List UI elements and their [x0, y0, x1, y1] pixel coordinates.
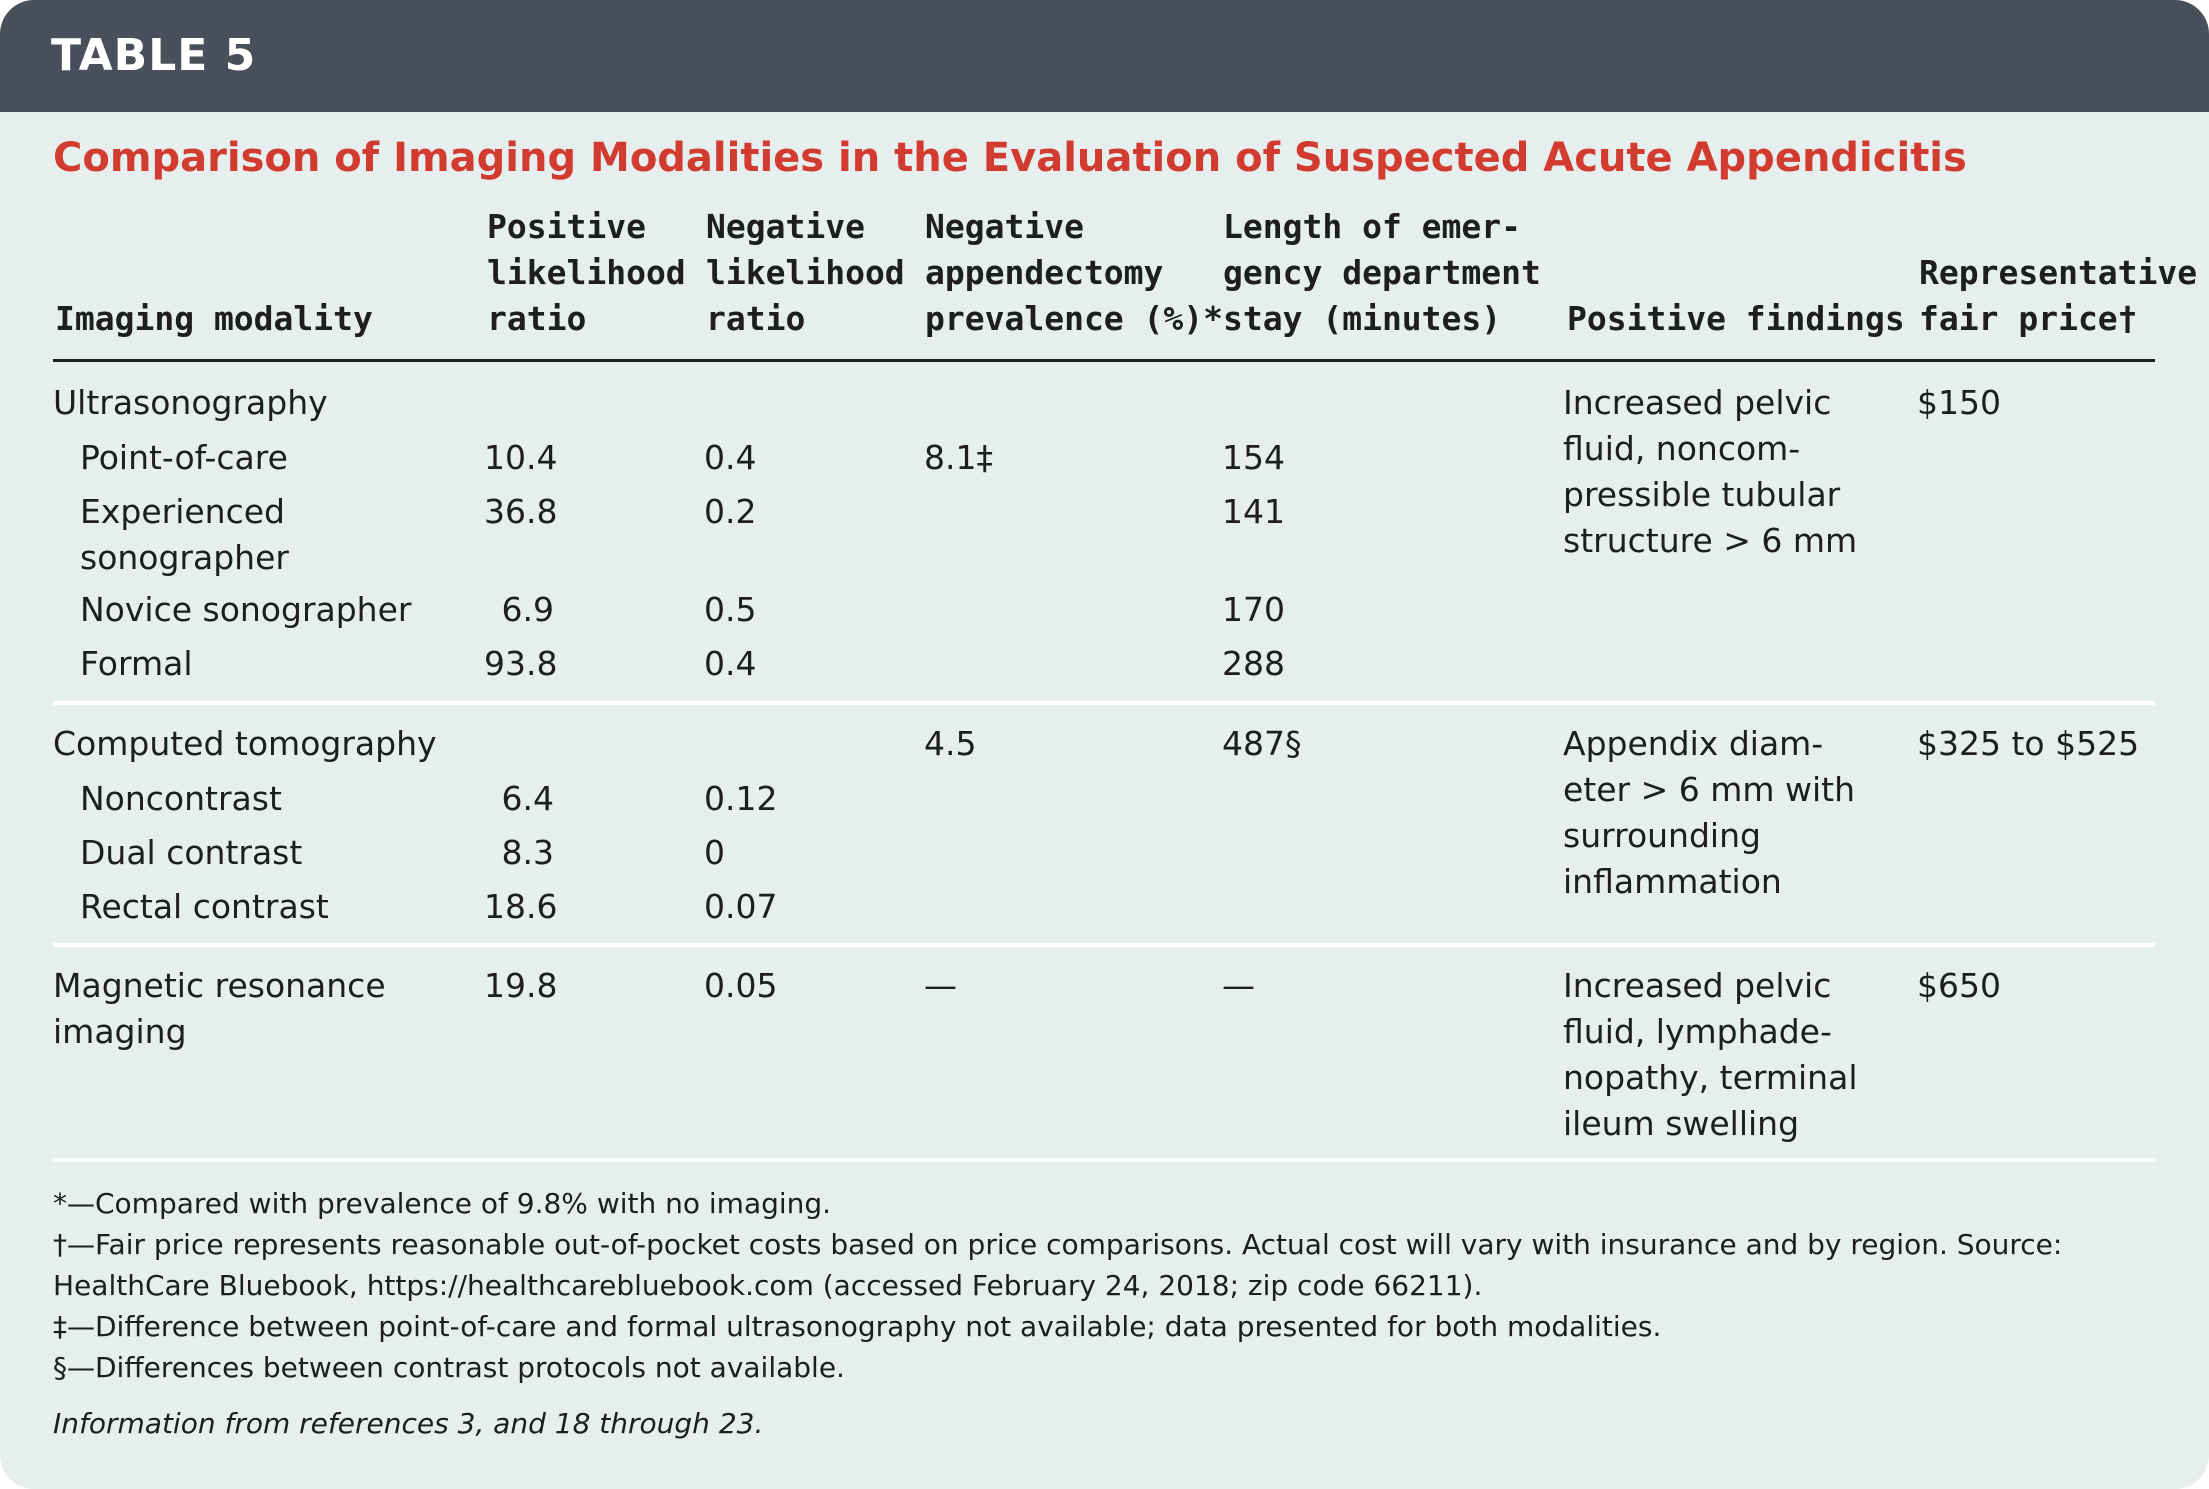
plr-magnetic-resonance-imaging: 19.8 — [484, 966, 558, 1005]
footnotes — [53, 1183, 2163, 1388]
row-label-experienced-sonographer: Experienced sonographer — [80, 492, 289, 577]
header-negative-likelihood-ratio: Negative likelihood ratio — [706, 207, 905, 338]
row-label-novice-sonographer: Novice sonographer — [80, 590, 412, 629]
table-banner — [0, 0, 2209, 112]
group-label-computed-tomography: Computed tomography — [53, 724, 437, 763]
plr-rectal-contrast: 18.6 — [484, 887, 558, 926]
header-imaging-modality: Imaging modality — [55, 299, 373, 338]
plr-point-of-care: 10.4 — [484, 438, 558, 477]
plr-dual-contrast: 8.3 — [501, 833, 554, 872]
price-magnetic-resonance-imaging: $650 — [1917, 966, 2001, 1005]
plr-noncontrast: 6.4 — [501, 779, 554, 818]
footnote: *—Compared with prevalence of 9.8% with no imaging. — [53, 1187, 832, 1220]
nlr-point-of-care: 0.4 — [704, 438, 757, 477]
los-computed-tomography: 487§ — [1222, 724, 1302, 763]
footnote: HealthCare Bluebook, https://healthcarebluebook.com (accessed February 24, 2018; zip code 66211). — [53, 1269, 1483, 1302]
price-computed-tomography: $325 to $525 — [1917, 724, 2140, 763]
los-magnetic-resonance-imaging: — — [1222, 966, 1255, 1005]
row-label-rectal-contrast: Rectal contrast — [80, 887, 329, 926]
nap-point-of-care: 8.1‡ — [924, 438, 993, 477]
footnote: ‡—Difference between point-of-care and formal ultrasonography not available; data presented for both modalities. — [53, 1310, 1662, 1343]
header-ed-length-of-stay: Length of emer- gency department stay (minutes) — [1223, 207, 1541, 338]
group-divider — [53, 701, 2155, 705]
nap-computed-tomography: 4.5 — [924, 724, 977, 763]
plr-formal: 93.8 — [484, 644, 558, 683]
los-formal: 288 — [1222, 644, 1285, 683]
table-title: Comparison of Imaging Modalities in the Evaluation of Suspected Acute Appendicitis — [53, 135, 1967, 181]
header-fair-price: Representative fair price† — [1919, 253, 2198, 338]
findings-ultrasonography: Increased pelvic fluid, noncom- pressible tubular structure > 6 mm — [1563, 383, 1858, 560]
source-note: Information from references 3, and 18 through 23. — [53, 1407, 764, 1440]
findings-computed-tomography: Appendix diam- eter > 6 mm with surrounding inflammation — [1563, 724, 1856, 901]
group-divider — [53, 943, 2155, 947]
nlr-novice-sonographer: 0.5 — [704, 590, 757, 629]
price-ultrasonography: $150 — [1917, 383, 2001, 422]
group-label-magnetic-resonance-imaging: Magnetic resonance imaging — [53, 966, 386, 1051]
footnote: †—Fair price represents reasonable out-of-pocket costs based on price comparisons. Actual cost will vary with insurance and by region. Source: — [53, 1228, 2063, 1261]
nlr-rectal-contrast: 0.07 — [704, 887, 778, 926]
nlr-noncontrast: 0.12 — [704, 779, 778, 818]
los-novice-sonographer: 170 — [1222, 590, 1285, 629]
plr-experienced-sonographer: 36.8 — [484, 492, 558, 531]
row-label-noncontrast: Noncontrast — [80, 779, 282, 818]
footnote: §—Differences between contrast protocols not available. — [53, 1351, 845, 1384]
header-negative-appendectomy-prevalence: Negative appendectomy prevalence (%)* — [925, 207, 1224, 338]
header-rule — [53, 359, 2155, 362]
nlr-dual-contrast: 0 — [704, 833, 725, 872]
group-label-ultrasonography: Ultrasonography — [53, 383, 328, 422]
row-label-formal: Formal — [80, 644, 193, 683]
los-experienced-sonographer: 141 — [1222, 492, 1285, 531]
row-label-point-of-care: Point-of-care — [80, 438, 288, 477]
findings-magnetic-resonance-imaging: Increased pelvic fluid, lymphade- nopathy, terminal ileum swelling — [1563, 966, 1858, 1143]
header-positive-findings: Positive findings — [1567, 299, 1905, 338]
row-label-dual-contrast: Dual contrast — [80, 833, 303, 872]
header-positive-likelihood-ratio: Positive likelihood ratio — [487, 207, 686, 338]
table-number: TABLE 5 — [51, 30, 257, 81]
nlr-magnetic-resonance-imaging: 0.05 — [704, 966, 778, 1005]
nlr-experienced-sonographer: 0.2 — [704, 492, 757, 531]
nap-magnetic-resonance-imaging: — — [924, 966, 957, 1005]
nlr-formal: 0.4 — [704, 644, 757, 683]
los-point-of-care: 154 — [1222, 438, 1285, 477]
table-bottom-rule — [53, 1158, 2155, 1162]
plr-novice-sonographer: 6.9 — [501, 590, 554, 629]
